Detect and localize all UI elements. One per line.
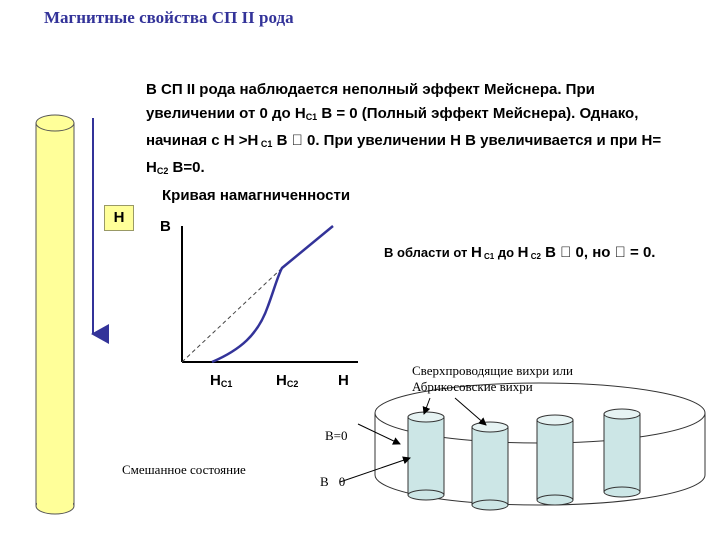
dashed-reference-line [182,268,282,362]
region-note-subscript: C2 [528,252,541,261]
intro-subscript: C2 [156,166,169,176]
field-label-box: H [104,205,134,231]
region-note-text: до [494,245,518,260]
hc2-label [276,372,298,389]
hc1-symbol: H [210,372,221,389]
intro-text: B=0. [168,159,205,176]
x-axis-label: H [338,372,349,389]
intro-text: В СП II рода наблюдается неполный эффект Мейснера. При увеличении от 0 до H [146,81,595,122]
magnetization-chart [182,226,358,362]
region-note-text: В области от [384,245,471,260]
b-nonzero-label: B 0 [320,474,346,489]
superconductor-cylinder [36,115,74,514]
region-note-h: H [517,244,529,261]
intro-text: B   0. При увеличении H B увеличивается и при H= H [146,132,662,176]
vortex-tube [537,415,573,505]
vortex-note [412,363,573,395]
hc2-symbol: H [276,372,287,389]
region-note-h: H [470,244,482,261]
intro-text: B = 0 (Полный эффект Мейснера). Однако, начиная с H >H [146,105,639,149]
magnetization-curve-line [212,226,333,362]
vortex-tube [604,409,640,497]
vortex-note-line: Абрикосовские вихри [412,379,533,394]
intro-subscript: C1 [305,112,318,122]
region-note-subscript: C1 [481,252,495,261]
b-zero-label: B=0 [325,428,348,443]
hc2-subscript: C2 [286,379,299,389]
vortex-tube [408,412,444,500]
intro-paragraph [146,78,686,183]
region-note [384,244,655,261]
y-axis-label: B [160,218,171,235]
mixed-state-label: Смешанное состояние [122,462,246,477]
hc1-label [210,372,232,389]
vortex-tube [472,422,508,510]
vortex-note-line: Сверхпроводящие вихри или [412,363,573,378]
curve-title: Кривая намагниченности [162,187,351,204]
intro-subscript: C1 [258,139,273,149]
region-note-text: B   0, но   = 0. [540,244,656,261]
slide-title: Магнитные свойства СП II рода [44,8,294,27]
hc1-subscript: C1 [220,379,233,389]
